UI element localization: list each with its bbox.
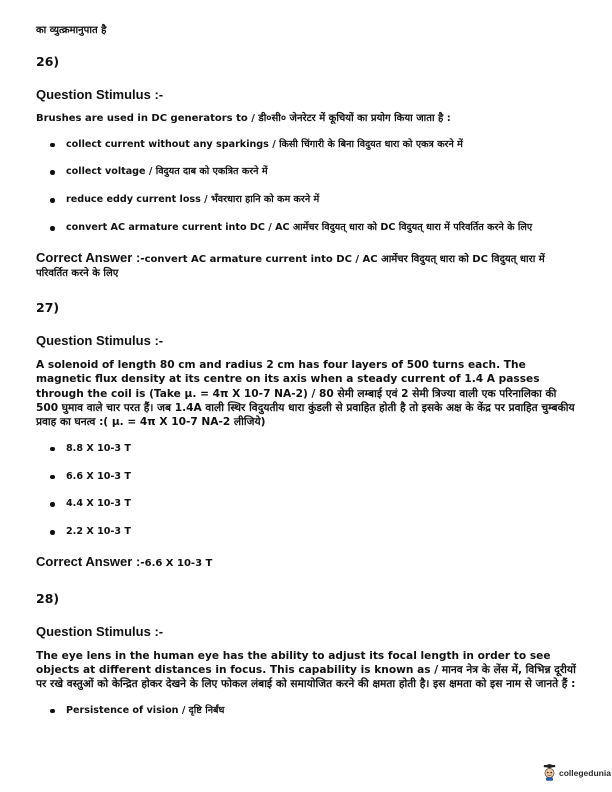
question-stimulus: Brushes are used in DC generators to / डी०सी० जेनरेटर में कूचियों का प्रयोग किया जाता है : <box>36 113 451 124</box>
option-item: reduce eddy current loss / भँवरधारा हानि को कम करने में <box>36 193 578 207</box>
question-stimulus: A solenoid of length 80 cm and radius 2 cm has four layers of 500 turns each. The magnetic flux density at its centre on its axis when a steady current of 1.4 A passes through the coil is (Take μ. = 4π X 10-7 NA-2) / 80 सेमी लम्बाई एवं 2 सेमी त्रिज्या वाली एक परिनालिका की 500 घुमाव वाले चार परत हैं। जब 1.4A वाली स्थिर विदुयतीय धारा कुंडली से प्रवाहित होती है तो इसके अक्ष के केंद्र पर प्रवाहित चुम्बकीय प्रवाह का घनत्व :( μ. = 4π X 10-7 NA-2 लीजिये) <box>36 359 575 429</box>
stimulus-heading: Question Stimulus :- <box>36 87 164 102</box>
collegedunia-logo <box>542 764 611 781</box>
question-stimulus: The eye lens in the human eye has the ability to adjust its focal length in order to see objects at different distances in focus. This capability is known as / मानव नेत्र के लेंस में, विभिन्न दूरीयों पर रखे वस्तुओं को केन्द्रित होकर देखने के लिए फोकल लंबाई को समायोजित करने की क्षमता होती है। इस क्षमता को इस नाम से जानते हैं : <box>36 649 576 691</box>
logo-text: collegedunia <box>559 767 611 778</box>
correct-answer-label: Correct Answer :- <box>36 250 145 266</box>
question-26 <box>36 54 578 280</box>
correct-answer-text: 6.6 X 10-3 T <box>144 558 213 570</box>
collegedunia-mascot-icon <box>542 764 557 781</box>
option-list <box>36 138 578 236</box>
option-item: collect current without any sparkings / किसी चिंगारी के बिना विदुयत धारा को एकत्र करने में <box>36 138 578 152</box>
option-item: 8.8 X 10-3 T <box>36 442 578 456</box>
option-list <box>36 704 578 718</box>
document-page <box>36 22 578 732</box>
option-list <box>36 442 578 540</box>
correct-answer <box>36 553 578 571</box>
question-28 <box>36 591 578 718</box>
continuation-text: का व्युत्क्रमानुपात है <box>36 25 107 36</box>
option-item: 4.4 X 10-3 T <box>36 497 578 511</box>
question-number: 26) <box>36 54 60 69</box>
option-item: 2.2 X 10-3 T <box>36 525 578 539</box>
correct-answer-text: convert AC armature current into DC / AC आर्मेचर विदुयत् धारा को DC विदुयत् धारा में परिवर्तित करने के लिए <box>36 254 545 279</box>
option-item: convert AC armature current into DC / AC आर्मेचर विदुयत् धारा को DC विदुयत् धारा में परिवर्तित करने के लिए <box>36 221 578 235</box>
option-item: collect voltage / विदुयत दाब को एकत्रित करने में <box>36 165 578 179</box>
question-number: 27) <box>36 300 60 316</box>
option-item: Persistence of vision / दृष्टि निर्बंध <box>36 704 578 718</box>
correct-answer-label: Correct Answer :- <box>36 554 145 570</box>
question-27 <box>36 300 578 571</box>
question-number: 28) <box>36 590 60 606</box>
stimulus-heading: Question Stimulus :- <box>36 623 164 639</box>
stimulus-heading: Question Stimulus :- <box>36 333 164 349</box>
correct-answer <box>36 249 578 280</box>
option-item: 6.6 X 10-3 T <box>36 470 578 484</box>
